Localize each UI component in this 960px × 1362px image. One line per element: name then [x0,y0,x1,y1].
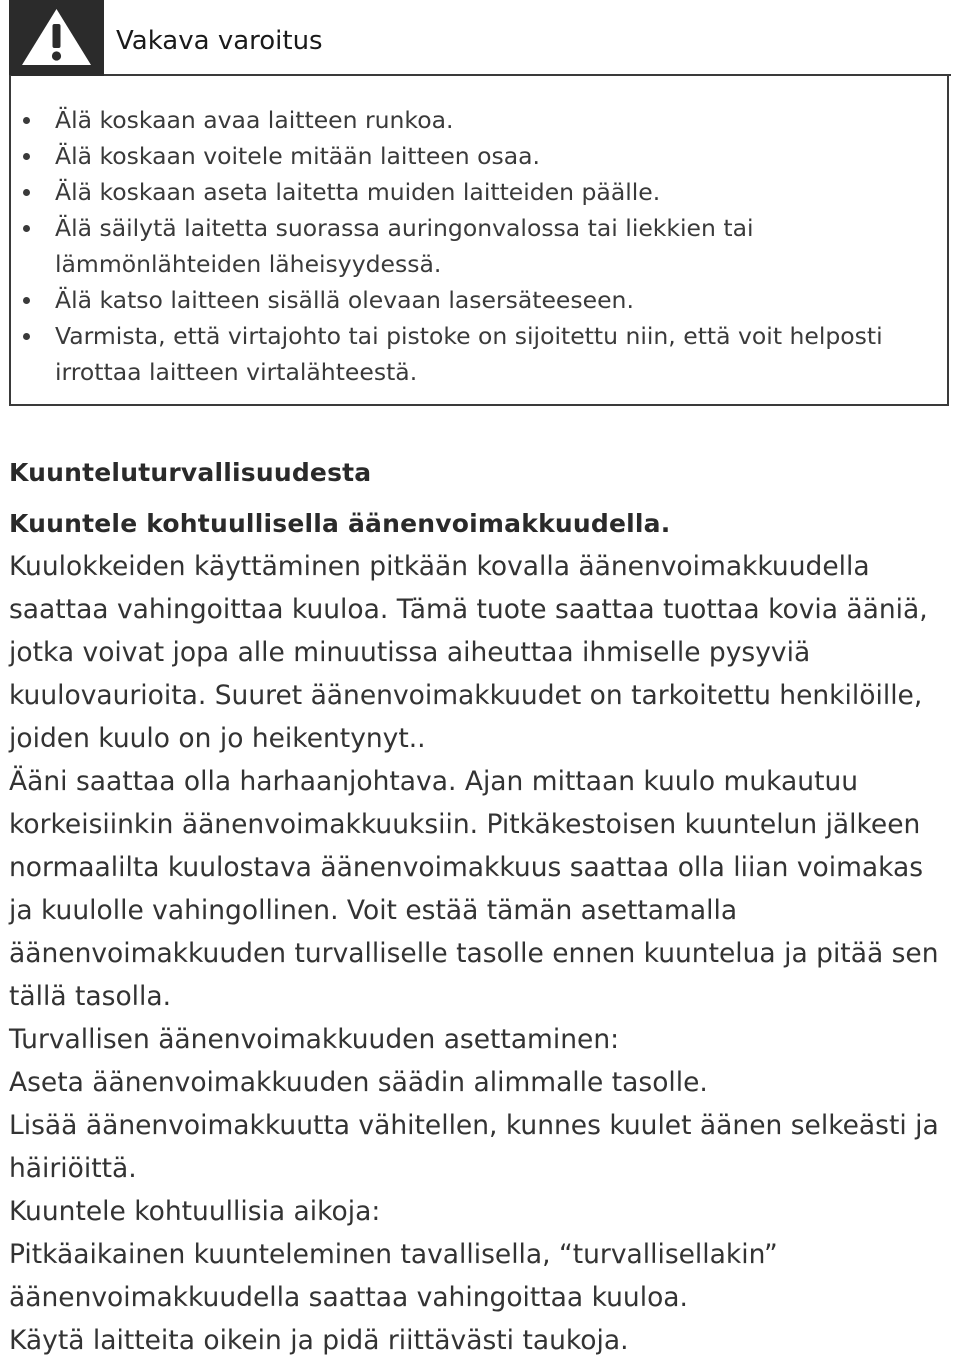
warning-list [9,102,929,390]
warning-header [9,0,951,76]
paragraph-damage-warning: Kuulokkeiden käyttäminen pitkään kovalla äänenvoimakkuudella saattaa vahingoittaa kuuloa. Tämä tuote saattaa tuottaa kovia ääniä, jotka voivat jopa alle minuutissa aiheuttaa ihmiselle pysyviä kuulovaurioita. Suuret äänenvoimakkuudet on tarkoitettu henkilöille, joiden kuulo on jo heikentynyt.. [9,551,928,754]
warning-triangle-icon [19,6,94,68]
paragraph-set-lowest: Aseta äänenvoimakkuuden säädin alimmalle tasolle. [9,1067,708,1098]
bullet-icon [23,333,30,340]
bullet-icon [23,117,30,124]
warning-item [9,210,929,282]
warning-item-text: Älä säilytä laitetta suorassa auringonvalossa tai liekkien tai lämmönlähteiden läheisyydessä. [55,214,754,278]
paragraph-take-breaks: Käytä laitteita oikein ja pidä riittävästi taukoja. [9,1325,629,1356]
warning-item-text: Älä koskaan avaa laitteen runkoa. [55,106,454,134]
warning-icon-background [9,0,104,76]
section-subheading: Kuuntele kohtuullisella äänenvoimakkuudella. [9,509,671,538]
paragraph-long-listening: Pitkäaikainen kuunteleminen tavallisella, “turvallisellakin” äänenvoimakkuudella saattaa vahingoittaa kuuloa. [9,1239,778,1313]
bullet-icon [23,189,30,196]
warning-item-text: Älä koskaan aseta laitetta muiden laitteiden päälle. [55,178,661,206]
paragraph-listen-times-title: Kuuntele kohtuullisia aikoja: [9,1196,381,1227]
bullet-icon [23,153,30,160]
bullet-icon [23,225,30,232]
section-heading: Kuunteluturvallisuudesta [9,458,372,487]
warning-item [9,318,929,390]
warning-item [9,138,929,174]
warning-item [9,282,929,318]
warning-item-text: Älä katso laitteen sisällä olevaan lasersäteeseen. [55,286,634,314]
paragraph-safe-volume-title: Turvallisen äänenvoimakkuuden asettaminen: [9,1024,620,1055]
paragraph-misleading-sound: Ääni saattaa olla harhaanjohtava. Ajan mittaan kuulo mukautuu korkeisiinkin äänenvoimakkuuksiin. Pitkäkestoisen kuuntelun jälkeen normaalilta kuulostava äänenvoimakkuus saattaa olla liian voimakas ja kuulolle vahingollinen. Voit estää tämän asettamalla äänenvoimakkuuden turvalliselle tasolle ennen kuuntelua ja pitää sen tällä tasolla. [9,766,939,1012]
warning-item-text: Älä koskaan voitele mitään laitteen osaa. [55,142,541,170]
warning-item [9,174,929,210]
body-text [9,545,954,1362]
warning-item-text: Varmista, että virtajohto tai pistoke on sijoitettu niin, että voit helposti irrottaa laitteen virtalähteestä. [55,322,883,386]
bullet-icon [23,297,30,304]
warning-title: Vakava varoitus [116,26,323,56]
paragraph-increase-gradually: Lisää äänenvoimakkuutta vähitellen, kunnes kuulet äänen selkeästi ja häiriöittä. [9,1110,939,1184]
warning-item [9,102,929,138]
